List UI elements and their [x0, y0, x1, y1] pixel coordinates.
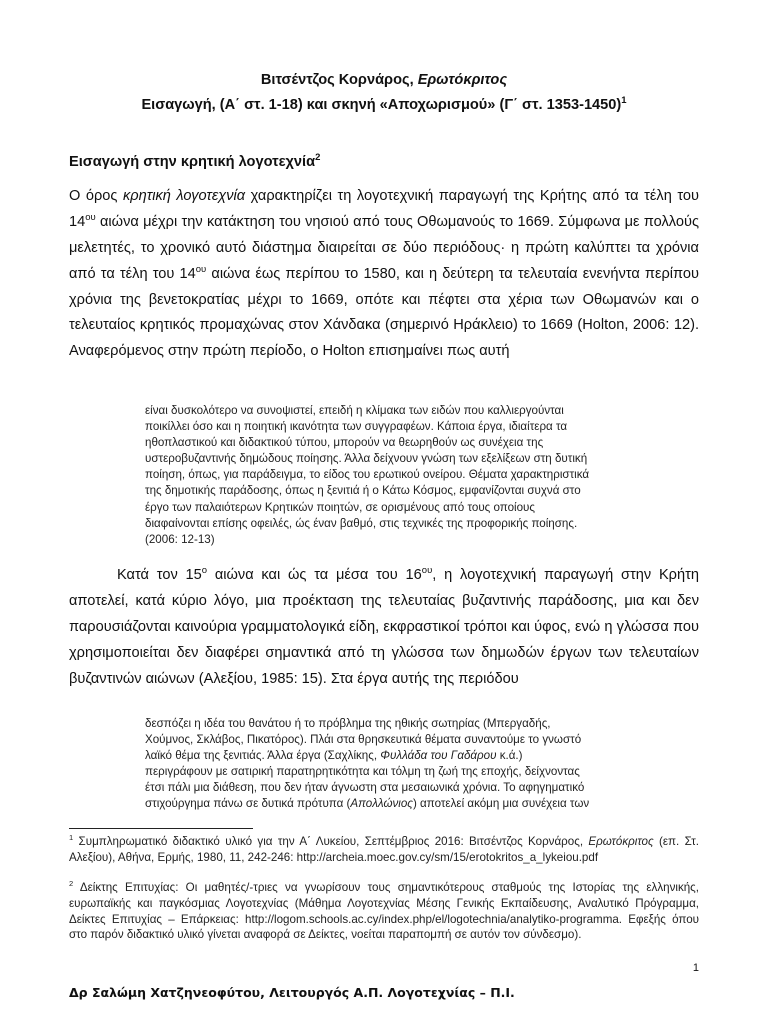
quote2-line: δεσπόζει η ιδέα του θανάτου ή το πρόβλημα της ηθικής σωτηρίας (Μπεργαδής, [145, 717, 551, 730]
quote2-l3-end: κ.ά.) [496, 749, 523, 763]
quote1-line: υστεροβυζαντινής δημώδους ποίησης. Άλλα δείχνουν γνώση των εξελίξεων στη δυτική [145, 452, 588, 466]
footnote-2 [69, 880, 699, 943]
block-quote-1 [145, 403, 700, 548]
body-paragraph-2 [69, 563, 699, 693]
block-quote-2 [145, 716, 700, 813]
footnote-1-link[interactable]: (επ. Στ. Αλεξίου), Αθήνα, Ερμής, 1980, 11, 242-246: http://archeia.moec.gov.cy/sm/15/erotokritos_a_lykeiou.pdf [69, 835, 700, 864]
quote1-line: ποικίλλει όσο και η ποιητική ικανότητα των συγγραφέων. Κάποια έργα, ιδιαίτερα τα [145, 420, 568, 434]
quote1-line: ηθοπλαστικού και διδακτικού τύπου, μπορούν να θεωρηθούν ως συνέχεια της [145, 436, 544, 450]
quote2-line: Χούμνος, Σκλάβος, Πικατόρος). Πλάι στα θρησκευτικά θέματα συναντούμε το γνωστό [145, 733, 582, 747]
quote1-line: της δημοτικής παράδοσης, όπως η ξενιτιά ή ο Κάτω Κόσμος, εμφανίζονται συχνά στο [145, 484, 581, 498]
quote2-l6-end: ) αποτελεί ακόμη μια συνέχεια των [412, 797, 590, 811]
quote2-line [145, 748, 700, 764]
footnote-1-text: Συμπληρωματικό διδακτικό υλικό για την Α΄ Λυκείου, Σεπτέμβριος 2016: Βιτσέντζος Κορνάρος, [73, 835, 589, 848]
footnote-1-title: Ερωτόκριτος [588, 835, 654, 848]
footnote-1-number: 1 [69, 833, 74, 843]
quote2-l3-title: Φυλλάδα του Γαδάρου [380, 749, 497, 763]
quote2-l3-text: λαϊκό θέμα της ξενιτιάς. Άλλα έργα (Σαχλίκης, [145, 749, 381, 763]
body-paragraph-1 [69, 158, 699, 365]
p2-text-b: αιώνα και ώς τα μέσα του 16 [207, 567, 422, 583]
quote2-l6-text: στιχούργημα πάνω σε δυτικά πρότυπα ( [145, 797, 351, 811]
quote1-line: είναι δυσκολότερο να συνοψιστεί, επειδή η κλίμακα των ειδών που καλλιεργούνται [145, 404, 564, 417]
title-author: Βιτσέντζος Κορνάρος, [260, 72, 418, 88]
document-subtitle [0, 97, 768, 113]
p2-text-c: , η λογοτεχνική παραγωγή στην Κρήτη αποτελεί, κατά κύριο λόγο, μια προέκταση της τελευταίας βυζαντινής παράδοσης, μια και δεν παρουσιάζονται καινούρια γραμματολογικά είδη, εκφραστικοί τρόποι και ύφος, ενώ η γλώσσα που χρησιμοποιείται δεν διαφέρει σημαντικά από τη γλώσσα των δημωδών έργων των τελευταίων βυζαντινών αιώνων (Αλεξίου, 1985: 15). Στα έργα αυτής της περιόδου [69, 567, 699, 687]
footnote-2-number: 2 [69, 879, 74, 889]
quote2-l6-title: Απολλώνιος [350, 797, 413, 811]
footnote-2-text[interactable]: Δείκτης Επιτυχίας: Οι μαθητές/-τριες να γνωρίσουν τους σημαντικότερους σταθμούς της Ιστορίας της ελληνικής, ευρωπαϊκής και παγκόσμιας Λογοτεχνίας (Μάθημα Λογοτεχνίας Μέσης Γενικής Εκπαίδευσης, Αναλυτικό Πρόγραμμα, Δείκτες Επιτυχίας – Επάρκειας: http://logom.schools.ac.cy/index.php/el/logotechnia/analytiko-programma. Εφεξής όπου στο παρόν διδακτικό υλικό γίνεται αναφορά σε Δείκτες, νοείται παραπομπή σε αυτόν τον σύνδεσμο). [69, 881, 699, 942]
quote1-citation: (2006: 12-13) [145, 532, 215, 546]
p1-text-b: χαρακτηρίζει τη λογοτεχνική παραγωγή της Κρήτης από τα τέλη του 14 [69, 187, 699, 230]
subtitle-text: Εισαγωγή, (Α΄ στ. 1-18) και σκηνή «Αποχωρισμού» (Γ΄ στ. 1353-1450) [141, 97, 622, 113]
quote2-line: περιγράφουν με σατιρική παρατηρητικότητα και τόλμη τη ζωή της εποχής, δείχνοντας [145, 765, 580, 779]
section-heading-text: Εισαγωγή στην κρητική λογοτεχνία [69, 154, 316, 170]
p2-sup-2: ου [421, 565, 433, 577]
quote1-line: διαφαίνονται επίσης οφειλές, ώς έναν βαθμό, στις τεχνικές της προφορικής ποίησης. [145, 516, 578, 530]
quote2-line [145, 796, 700, 812]
title-work: Ερωτόκριτος [417, 72, 508, 88]
page-footer: Δρ Σαλώμη Χατζηνεοφύτου, Λειτουργός Α.Π. Λογοτεχνίας – Π.Ι. [69, 985, 515, 1000]
footnote-ref-2[interactable]: 2 [315, 152, 321, 164]
p1-text-d: αιώνα έως περίπου το 1580, και η δεύτερη τα τελευταία ενενήντα περίπου χρόνια της βενετοκρατίας μέχρι το 1669, οπότε και πέφτει στα χέρια των Οθωμανών και ο τελευταίος κρητικός προμαχώνας στον Χάνδακα (σημερινό Ηράκλειο) το 1669 (Holton, 2006: 12). Αναφερόμενος στην πρώτη περίοδο, ο Holton επισημαίνει πως αυτή [69, 265, 699, 360]
page-number: 1 [692, 962, 699, 974]
footnote-ref-1[interactable]: 1 [621, 95, 627, 107]
p1-term: κρητική λογοτεχνία [122, 187, 246, 204]
p1-text-a: Ο όρος [69, 187, 123, 204]
p2-sup-1: ο [201, 565, 208, 577]
document-title [0, 72, 768, 88]
p1-sup-1: ου [85, 211, 96, 223]
quote2-line: έτσι πάλι μια διάθεση, που δεν ήταν άγνωστη στα μεσαιωνικά χρόνια. Το αφηγηματικό [145, 781, 585, 795]
p1-sup-2: ου [195, 263, 207, 275]
p2-text-a: Κατά τον 15 [117, 567, 202, 583]
footnote-1 [69, 834, 699, 866]
footnote-separator [69, 828, 253, 829]
quote1-line: ποίηση, όπως, για παράδειγμα, το είδος του ερωτικού ονείρου. Θέματα χαρακτηριστικά [145, 468, 590, 482]
p1-text-c: αιώνα μέχρι την κατάκτηση του νησιού από τους Οθωμανούς το 1669. Σύμφωνα με πολλούς μελετητές, το χρονικό αυτό διάστημα διαιρείται σε δύο περιόδους· η πρώτη καλύπτει τα χρόνια από τα τέλη του 14 [69, 213, 699, 282]
quote1-line: έργο των παλαιότερων Κρητικών ποιητών, σε ορισμένους από τους οποίους [145, 500, 535, 514]
